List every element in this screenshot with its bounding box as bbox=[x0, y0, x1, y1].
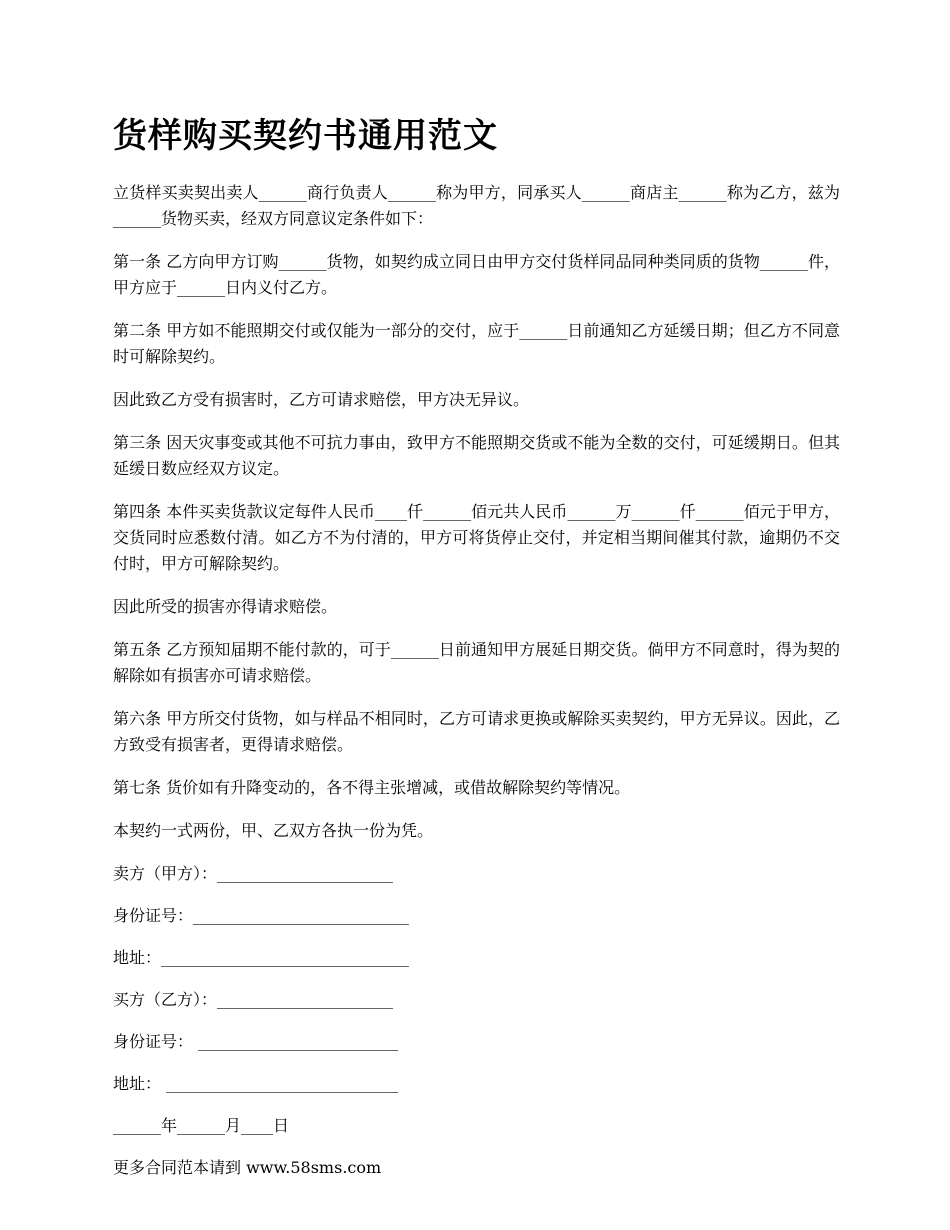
document-title: 货样购买契约书通用范文 bbox=[113, 116, 498, 156]
article-6: 第六条 甲方所交付货物，如与样品不相同时，乙方可请求更换或解除买卖契约，甲方无异议。因此，乙方致受有损害者，更得请求赔偿。 bbox=[113, 709, 840, 754]
article-2-supplement: 因此致乙方受有损害时，乙方可请求赔偿，甲方决无异议。 bbox=[113, 390, 530, 409]
article-1: 第一条 乙方向甲方订购______货物，如契约成立同日由甲方交付货样同品同种类同质的货物______件，甲方应于______日内义付乙方。 bbox=[113, 252, 840, 297]
seller-id-line: 身份证号：___________________________ bbox=[113, 906, 410, 925]
article-4: 第四条 本件买卖货款议定每件人民币____仟______佰元共人民币______万______仟______佰元于甲方，交货同时应悉数付清。如乙方不为付清的，甲方可将货停止交付，并定相当期间催其付款，逾期仍不交付时，甲方可解除契约。 bbox=[113, 502, 840, 573]
buyer-address-line: 地址： _____________________________ bbox=[113, 1074, 399, 1093]
article-4-supplement: 因此所受的损害亦得请求赔偿。 bbox=[113, 597, 338, 616]
buyer-signature-line: 买方（乙方）：______________________ bbox=[113, 990, 394, 1009]
footer-note: 更多合同范本请到 www.58sms.com bbox=[113, 1158, 382, 1177]
buyer-id-line: 身份证号： _________________________ bbox=[113, 1032, 399, 1051]
seller-signature-line: 卖方（甲方）：______________________ bbox=[113, 864, 394, 883]
copies-clause: 本契约一式两份，甲、乙双方各执一份为凭。 bbox=[113, 821, 434, 840]
article-3: 第三条 因天灾事变或其他不可抗力事由，致甲方不能照期交货或不能为全数的交付，可延缓期日。但其延缓日数应经双方议定。 bbox=[113, 433, 840, 478]
article-5: 第五条 乙方预知届期不能付款的，可于______日前通知甲方展延日期交货。倘甲方不同意时，得为契的解除如有损害亦可请求赔偿。 bbox=[113, 640, 840, 685]
document-page bbox=[113, 116, 840, 1181]
date-line: ______年______月____日 bbox=[113, 1116, 290, 1135]
article-2: 第二条 甲方如不能照期交付或仅能为一部分的交付，应于______日前通知乙方延缓日期；但乙方不同意时可解除契约。 bbox=[113, 321, 840, 366]
seller-address-line: 地址：_______________________________ bbox=[113, 948, 410, 967]
intro-paragraph: 立货样买卖契出卖人______商行负责人______称为甲方，同承买人______商店主______称为乙方，兹为______货物买卖，经双方同意议定条件如下： bbox=[113, 183, 840, 228]
article-7: 第七条 货价如有升降变动的，各不得主张增减，或借故解除契约等情况。 bbox=[113, 778, 631, 797]
